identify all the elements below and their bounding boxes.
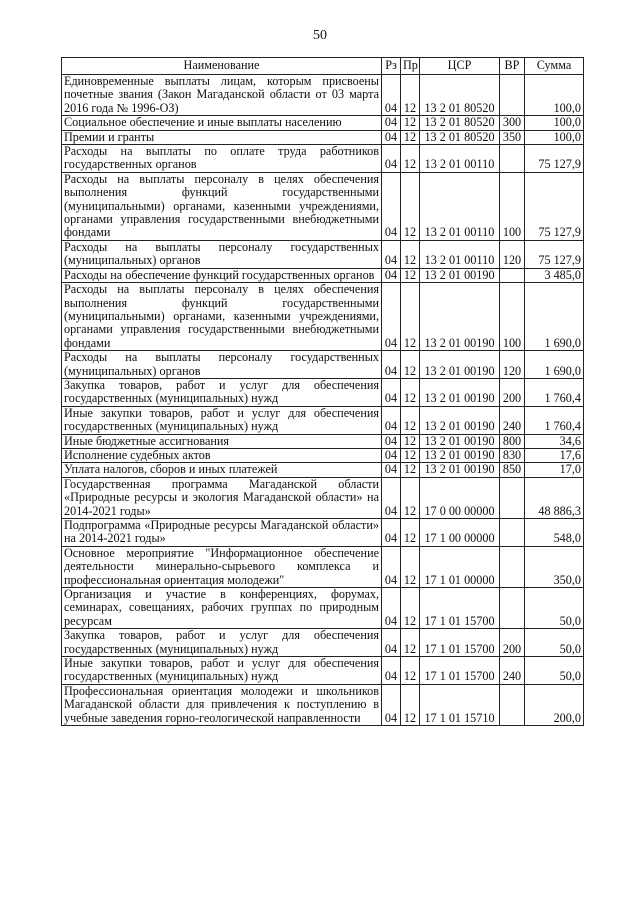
cell-pr: 12 (401, 406, 420, 434)
cell-rz: 04 (382, 145, 401, 173)
cell-csr: 17 1 01 15700 (420, 657, 500, 685)
cell-vr: 800 (500, 434, 525, 448)
cell-name: Социальное обеспечение и иные выплаты населению (62, 116, 382, 130)
cell-sum: 34,6 (525, 434, 584, 448)
cell-pr: 12 (401, 240, 420, 268)
cell-name: Расходы на выплаты персоналу государственных (муниципальных) органов (62, 351, 382, 379)
table-row (62, 546, 584, 587)
cell-rz: 04 (382, 519, 401, 547)
header-vr: ВР (500, 58, 525, 75)
cell-pr: 12 (401, 283, 420, 351)
budget-table (61, 57, 584, 726)
cell-csr: 13 2 01 00190 (420, 463, 500, 477)
cell-name: Основное мероприятие "Информационное обеспечение деятельности минерально-сырьевого комплекса и профессиональная ориентация молодежи" (62, 546, 382, 587)
cell-pr: 12 (401, 172, 420, 240)
table-row (62, 172, 584, 240)
table-row (62, 378, 584, 406)
header-pr: Пр (401, 58, 420, 75)
cell-sum: 350,0 (525, 546, 584, 587)
header-name: Наименование (62, 58, 382, 75)
cell-name: Иные закупки товаров, работ и услуг для обеспечения государственных (муниципальных) нужд (62, 657, 382, 685)
cell-name: Исполнение судебных актов (62, 448, 382, 462)
cell-name: Расходы на выплаты персоналу в целях обеспечения выполнения функций государственными (муниципальными) органами, казенными учреждениями, органами управления государственными внебюджетными фондами (62, 172, 382, 240)
cell-pr: 12 (401, 477, 420, 518)
cell-csr: 13 2 01 00190 (420, 434, 500, 448)
cell-sum: 1 690,0 (525, 351, 584, 379)
cell-rz: 04 (382, 684, 401, 725)
cell-vr: 100 (500, 172, 525, 240)
cell-sum: 200,0 (525, 684, 584, 725)
header-sum: Сумма (525, 58, 584, 75)
cell-csr: 13 2 01 00190 (420, 406, 500, 434)
cell-name: Закупка товаров, работ и услуг для обеспечения государственных (муниципальных) нужд (62, 378, 382, 406)
cell-rz: 04 (382, 240, 401, 268)
cell-pr: 12 (401, 546, 420, 587)
cell-csr: 13 2 01 80520 (420, 75, 500, 116)
cell-vr (500, 519, 525, 547)
cell-rz: 04 (382, 116, 401, 130)
cell-vr: 240 (500, 657, 525, 685)
cell-rz: 04 (382, 378, 401, 406)
cell-csr: 17 0 00 00000 (420, 477, 500, 518)
cell-csr: 13 2 01 00190 (420, 283, 500, 351)
cell-pr: 12 (401, 268, 420, 282)
cell-vr: 120 (500, 240, 525, 268)
cell-vr (500, 75, 525, 116)
cell-sum: 75 127,9 (525, 240, 584, 268)
cell-pr: 12 (401, 145, 420, 173)
table-row (62, 116, 584, 130)
cell-vr: 350 (500, 130, 525, 144)
cell-sum: 548,0 (525, 519, 584, 547)
cell-csr: 17 1 01 15710 (420, 684, 500, 725)
cell-sum: 50,0 (525, 629, 584, 657)
table-row (62, 406, 584, 434)
cell-pr: 12 (401, 116, 420, 130)
table-row (62, 588, 584, 629)
cell-sum: 3 485,0 (525, 268, 584, 282)
cell-pr: 12 (401, 75, 420, 116)
cell-vr (500, 268, 525, 282)
cell-vr (500, 145, 525, 173)
cell-rz: 04 (382, 588, 401, 629)
cell-name: Уплата налогов, сборов и иных платежей (62, 463, 382, 477)
cell-pr: 12 (401, 448, 420, 462)
cell-name: Расходы на выплаты персоналу государственных (муниципальных) органов (62, 240, 382, 268)
cell-vr: 100 (500, 283, 525, 351)
table-row (62, 130, 584, 144)
cell-sum: 1 760,4 (525, 378, 584, 406)
cell-name: Иные бюджетные ассигнования (62, 434, 382, 448)
cell-csr: 13 2 01 00190 (420, 448, 500, 462)
cell-vr: 300 (500, 116, 525, 130)
table-row (62, 283, 584, 351)
table-row (62, 351, 584, 379)
header-csr: ЦСР (420, 58, 500, 75)
cell-rz: 04 (382, 448, 401, 462)
cell-csr: 13 2 01 00190 (420, 268, 500, 282)
cell-pr: 12 (401, 629, 420, 657)
table-row (62, 145, 584, 173)
cell-vr: 830 (500, 448, 525, 462)
cell-csr: 17 1 01 00000 (420, 546, 500, 587)
cell-rz: 04 (382, 351, 401, 379)
cell-vr: 850 (500, 463, 525, 477)
cell-name: Закупка товаров, работ и услуг для обеспечения государственных (муниципальных) нужд (62, 629, 382, 657)
cell-vr: 240 (500, 406, 525, 434)
table-body (62, 75, 584, 726)
cell-pr: 12 (401, 434, 420, 448)
cell-rz: 04 (382, 130, 401, 144)
page-number: 50 (313, 28, 327, 43)
cell-pr: 12 (401, 519, 420, 547)
cell-rz: 04 (382, 657, 401, 685)
cell-name: Подпрограмма «Природные ресурсы Магаданской области» на 2014-2021 годы» (62, 519, 382, 547)
cell-csr: 17 1 00 00000 (420, 519, 500, 547)
table-row (62, 684, 584, 725)
cell-sum: 100,0 (525, 75, 584, 116)
cell-csr: 13 2 01 00110 (420, 145, 500, 173)
table-row (62, 629, 584, 657)
cell-sum: 50,0 (525, 657, 584, 685)
table-row (62, 240, 584, 268)
cell-csr: 13 2 01 00110 (420, 172, 500, 240)
cell-csr: 17 1 01 15700 (420, 629, 500, 657)
cell-name: Расходы на выплаты персоналу в целях обеспечения выполнения функций государственными (муниципальными) органами, казенными учреждениями, органами управления государственными внебюджетными фондами (62, 283, 382, 351)
header-rz: Рз (382, 58, 401, 75)
cell-sum: 100,0 (525, 116, 584, 130)
cell-vr (500, 588, 525, 629)
cell-name: Единовременные выплаты лицам, которым присвоены почетные звания (Закон Магаданской области от 03 марта 2016 года № 1996-ОЗ) (62, 75, 382, 116)
cell-pr: 12 (401, 684, 420, 725)
cell-sum: 1 690,0 (525, 283, 584, 351)
table-row (62, 477, 584, 518)
cell-sum: 1 760,4 (525, 406, 584, 434)
cell-pr: 12 (401, 351, 420, 379)
cell-sum: 75 127,9 (525, 145, 584, 173)
cell-name: Профессиональная ориентация молодежи и школьников Магаданской области для привлечения к поступлению в учебные заведения горно-геологической направленности (62, 684, 382, 725)
header-row (62, 58, 584, 75)
cell-rz: 04 (382, 283, 401, 351)
cell-name: Премии и гранты (62, 130, 382, 144)
cell-sum: 17,6 (525, 448, 584, 462)
cell-rz: 04 (382, 629, 401, 657)
cell-rz: 04 (382, 172, 401, 240)
table-row (62, 75, 584, 116)
table-row (62, 268, 584, 282)
cell-sum: 48 886,3 (525, 477, 584, 518)
cell-csr: 13 2 01 00190 (420, 351, 500, 379)
cell-csr: 17 1 01 15700 (420, 588, 500, 629)
cell-sum: 100,0 (525, 130, 584, 144)
table-row (62, 463, 584, 477)
cell-rz: 04 (382, 406, 401, 434)
cell-rz: 04 (382, 477, 401, 518)
cell-csr: 13 2 01 00190 (420, 378, 500, 406)
table-row (62, 657, 584, 685)
cell-rz: 04 (382, 75, 401, 116)
cell-vr (500, 546, 525, 587)
cell-rz: 04 (382, 463, 401, 477)
cell-pr: 12 (401, 130, 420, 144)
cell-rz: 04 (382, 268, 401, 282)
cell-csr: 13 2 01 80520 (420, 116, 500, 130)
table-row (62, 434, 584, 448)
cell-name: Организация и участие в конференциях, форумах, семинарах, совещаниях, рабочих группах по природным ресурсам (62, 588, 382, 629)
cell-csr: 13 2 01 80520 (420, 130, 500, 144)
cell-sum: 50,0 (525, 588, 584, 629)
table-row (62, 448, 584, 462)
cell-name: Государственная программа Магаданской области «Природные ресурсы и экология Магаданской области» на 2014-2021 годы» (62, 477, 382, 518)
cell-pr: 12 (401, 378, 420, 406)
cell-pr: 12 (401, 588, 420, 629)
cell-vr: 200 (500, 378, 525, 406)
cell-vr (500, 477, 525, 518)
cell-name: Иные закупки товаров, работ и услуг для обеспечения государственных (муниципальных) нужд (62, 406, 382, 434)
table-row (62, 519, 584, 547)
cell-sum: 75 127,9 (525, 172, 584, 240)
cell-name: Расходы на обеспечение функций государственных органов (62, 268, 382, 282)
cell-csr: 13 2 01 00110 (420, 240, 500, 268)
cell-name: Расходы на выплаты по оплате труда работников государственных органов (62, 145, 382, 173)
cell-vr: 200 (500, 629, 525, 657)
cell-rz: 04 (382, 546, 401, 587)
cell-sum: 17,0 (525, 463, 584, 477)
cell-pr: 12 (401, 657, 420, 685)
cell-rz: 04 (382, 434, 401, 448)
cell-vr: 120 (500, 351, 525, 379)
cell-vr (500, 684, 525, 725)
cell-pr: 12 (401, 463, 420, 477)
